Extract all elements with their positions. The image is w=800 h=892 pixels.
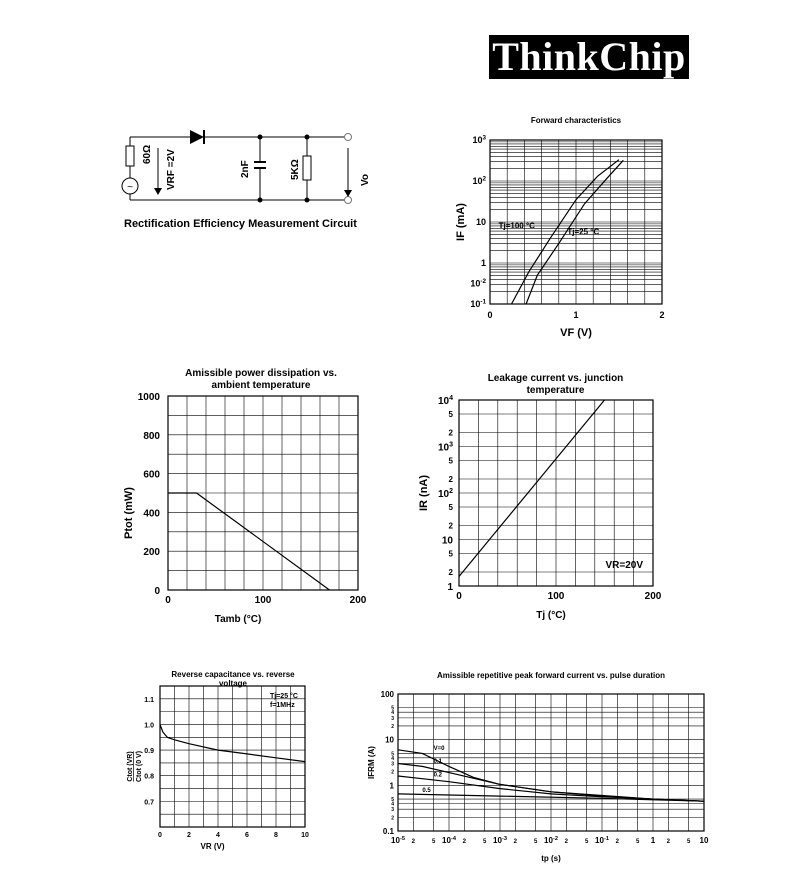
forward-y-tick: 10 (475, 217, 486, 227)
peak-x-minor-tick: 2 (615, 839, 620, 845)
circuit-caption: Rectification Efficiency Measurement Circuit (124, 218, 357, 230)
leakage-y-tick: $10^3$ (437, 441, 453, 454)
capacitance-y-tick: 0.8 (144, 773, 154, 781)
leakage-chart-title: Leakage current vs. junction temperature (487, 373, 624, 396)
peak-series-label: 0.2 (433, 772, 442, 779)
peak-series-label: V=0 (433, 745, 445, 752)
peak-y-label: IFRM (A) (367, 746, 376, 779)
forward-y-tick: 1 (480, 258, 486, 268)
leakage-x-tick: 0 (456, 591, 462, 602)
capacitor-label: 2nF (240, 160, 251, 178)
peak-x-minor-tick: 2 (666, 839, 671, 845)
capacitance-x-label: VR (V) (200, 842, 225, 851)
peak-y-minor-tick: 4 (391, 710, 394, 717)
leakage-y-tick: 2 (448, 428, 453, 438)
leakage-current-chart (415, 390, 675, 625)
peak-x-tick: $10^{-3}$ (493, 835, 507, 845)
leakage-x-label: Tj (°C) (536, 610, 566, 621)
leakage-y-tick: 5 (448, 549, 453, 559)
peak-y-minor-tick: 3 (391, 715, 394, 722)
leakage-series-line (459, 400, 605, 577)
peak-y-tick: 100 (380, 690, 394, 699)
resistor2-label: 5KΩ (290, 159, 301, 180)
forward-series-line (512, 160, 620, 304)
peak-forward-current-chart (358, 684, 718, 874)
peak-y-tick: 0.1 (382, 827, 394, 836)
power-y-tick: 1000 (137, 392, 160, 403)
forward-y-tick: $10^2$ (472, 175, 486, 186)
peak-y-minor-tick: 3 (391, 807, 394, 814)
power-x-label: Tamb (°C) (214, 614, 262, 625)
capacitance-annotation: f=1MHz (270, 702, 295, 709)
peak-x-minor-tick: 5 (584, 839, 589, 845)
capacitance-x-tick: 8 (274, 832, 278, 839)
rectification-circuit-diagram (110, 118, 380, 218)
power-x-tick: 0 (165, 595, 171, 606)
leakage-y-tick: 5 (448, 456, 453, 466)
peak-x-minor-tick: 2 (513, 839, 518, 845)
leakage-y-label: IR (nA) (418, 474, 430, 512)
output-terminal-bottom (345, 197, 352, 204)
output-terminal-top (345, 134, 352, 141)
peak-x-tick: $10^{-1}$ (595, 835, 609, 845)
peak-x-tick: 10 (699, 836, 709, 845)
peak-x-tick: $10^{-4}$ (442, 835, 456, 845)
resistor-5kohm (303, 156, 311, 180)
forward-y-tick: $10^{-2}$ (470, 277, 486, 289)
forward-y-tick: $10^3$ (472, 134, 486, 145)
power-chart-title: Amissible power dissipation vs. ambient temperature (185, 368, 337, 391)
power-dissipation-chart (118, 390, 378, 625)
diode-symbol (190, 130, 204, 144)
resistor1-label: 60Ω (142, 144, 153, 164)
leakage-y-tick: $10^4$ (437, 395, 453, 407)
peak-x-tick: $10^{-2}$ (544, 835, 558, 845)
capacitance-y-tick: 1.0 (144, 722, 154, 730)
leakage-y-tick: $10^2$ (437, 488, 453, 500)
peak-y-minor-tick: 2 (391, 769, 394, 776)
brand-logo: ThinkChip (489, 35, 689, 79)
forward-chart-title: Forward characteristics (530, 116, 622, 125)
peak-x-minor-tick: 5 (431, 839, 436, 845)
leakage-x-tick: 200 (644, 591, 662, 602)
capacitance-x-tick: 0 (158, 832, 162, 839)
peak-x-tick: $10^{-5}$ (391, 835, 405, 845)
capacitance-y-tick: 1.1 (144, 696, 154, 704)
leakage-y-tick: 2 (448, 521, 453, 531)
vo-arrow-head (344, 190, 352, 197)
resistor-60ohm (126, 146, 134, 166)
power-y-tick: 200 (143, 547, 160, 559)
peak-y-minor-tick: 5 (391, 797, 394, 804)
peak-y-minor-tick: 4 (391, 801, 394, 808)
capacitance-annotation: Tj=25 °C (270, 693, 298, 700)
peak-x-minor-tick: 5 (482, 839, 487, 845)
peak-series-label: 0.5 (422, 787, 431, 794)
forward-y-label: IF (mA) (455, 203, 467, 241)
peak-y-minor-tick: 2 (391, 723, 394, 730)
peak-y-minor-tick: 4 (391, 755, 394, 762)
peak-x-minor-tick: 5 (686, 839, 691, 845)
peak-x-tick: 1 (650, 836, 656, 845)
peak-y-tick: 10 (385, 735, 394, 745)
power-series-line (168, 493, 330, 590)
peak-current-chart-title: Amissible repetitive peak forward current vs. pulse duration (436, 671, 666, 680)
power-y-tick: 600 (143, 469, 160, 481)
peak-y-minor-tick: 2 (391, 815, 394, 822)
leakage-y-tick: 5 (448, 409, 453, 419)
peak-x-minor-tick: 5 (533, 839, 538, 845)
forward-x-label: VF (V) (560, 327, 592, 339)
source-label: VRF =2V (166, 149, 177, 190)
peak-y-tick: 1 (389, 781, 394, 791)
leakage-y-tick: 2 (448, 568, 453, 578)
capacitance-y-label-num: Ctot (VR) (127, 751, 134, 782)
reverse-capacitance-chart (118, 680, 328, 855)
capacitance-y-tick: 0.7 (144, 799, 154, 807)
vrf-arrow-head (154, 188, 162, 195)
forward-x-tick: 1 (573, 310, 579, 320)
forward-x-tick: 0 (487, 310, 493, 320)
peak-x-minor-tick: 2 (411, 839, 416, 845)
peak-series-label: 0.1 (433, 758, 442, 765)
power-y-tick: 800 (143, 430, 160, 442)
peak-y-minor-tick: 5 (391, 751, 394, 758)
capacitance-x-tick: 4 (216, 832, 220, 839)
power-y-tick: 0 (154, 586, 160, 597)
capacitance-x-tick: 6 (245, 832, 249, 839)
source-symbol-label: ~ (127, 182, 133, 193)
peak-x-minor-tick: 5 (635, 839, 640, 845)
capacitance-x-tick: 10 (301, 832, 309, 839)
leakage-y-tick: 5 (448, 502, 453, 512)
leakage-x-tick: 100 (547, 591, 565, 602)
capacitance-y-tick: 0.9 (144, 748, 154, 756)
power-x-tick: 100 (254, 595, 272, 606)
leakage-y-tick: 10 (441, 535, 453, 547)
capacitance-chart-title: Reverse capacitance vs. reverse voltage (171, 670, 295, 688)
capacitance-x-tick: 2 (187, 832, 191, 839)
forward-series-label: Tj=100 °C (498, 221, 535, 231)
forward-characteristics-chart (450, 128, 680, 343)
forward-x-tick: 2 (659, 310, 665, 320)
peak-x-minor-tick: 2 (462, 839, 467, 845)
output-label: Vo (360, 173, 371, 186)
forward-series-label: Tj=25 °C (567, 227, 600, 237)
forward-y-tick: $10^{-1}$ (470, 298, 486, 309)
peak-y-minor-tick: 3 (391, 761, 394, 768)
capacitance-y-label-den: Ctot (0 V) (136, 750, 143, 783)
peak-y-minor-tick: 5 (391, 705, 394, 712)
leakage-annotation: VR=20V (605, 560, 643, 571)
peak-x-label: tp (s) (541, 854, 561, 863)
leakage-y-tick: 2 (448, 475, 453, 485)
leakage-y-tick: 1 (447, 582, 453, 593)
power-y-tick: 400 (143, 508, 160, 520)
power-x-tick: 200 (349, 595, 367, 606)
power-y-label: Ptot (mW) (123, 487, 135, 539)
peak-x-minor-tick: 2 (564, 839, 569, 845)
